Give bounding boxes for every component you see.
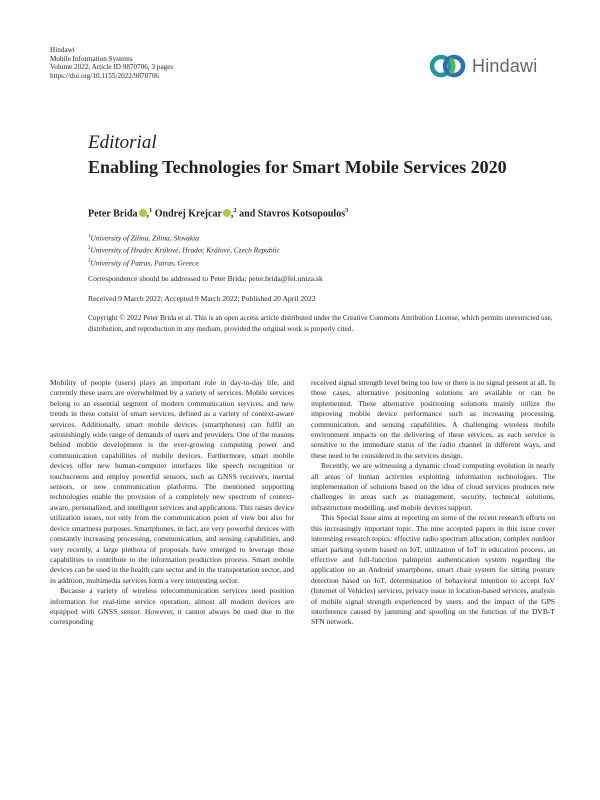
doi-link[interactable]: https://doi.org/10.1155/2022/9870706 [50,71,160,80]
orcid-icon[interactable] [223,209,231,217]
affiliation: $^1$University of Zilina, Zilina, Slovakia [88,233,199,243]
author-sup: 1 [149,207,153,214]
body-paragraph: received signal strength level being too low or there is no signal present at all. In these cases, alternative positioning solutions are available or can be implemented. These alternative positioning solutions mainly utilize the improving mobile device performance such as increasing processing, communication, and sensing capabilities. A challenging wireless mobile environment impacts on the delivering of these services, as each service is sensitive to the immediate status of the radio channel in different ways, and these need to be considered in the services design. [311,378,555,460]
affiliations [88,231,280,268]
author-sup: 2 [233,207,237,214]
article-title: Enabling Technologies for Smart Mobile Services 2020 [88,157,507,177]
hindawi-rings-icon [428,53,468,79]
journal-name: Mobile Information Systems [50,54,133,63]
article-type: Editorial [88,132,157,153]
author-list: Peter Brida ,$^1$ Ondrej Krejcar ,$^2$ and Stavros Kotsopoulos$^3$ [88,207,349,220]
affiliation: $^3$University of Patras, Patras, Greece [88,258,199,268]
authors-and: and [239,208,256,220]
author-name: Ondrej Krejcar [154,208,222,220]
author-name: Stavros Kotsopoulos [257,208,346,220]
body-column-right [311,378,555,628]
publisher-name: Hindawi [50,46,75,54]
body-paragraph: Because a variety of wireless telecommunication services need position information for real-time service operation, almost all modern devices are equipped with GNSS sensor. However, it cannot always be used due to the corresponding [50,586,294,627]
hindawi-logo [428,46,553,86]
copyright-notice: Copyright © 2022 Peter Brida et al. This is an open access article distributed under the Creative Commons Attribution License, which permits unrestricted use, distribution, and reproduction in any medium, provided the original work is properly cited. [88,313,553,333]
body-paragraph: This Special Issue aims at reporting on some of the recent research efforts on this increasingly important topic. The nine accepted papers in this issue cover interesting research topics: effective radio spectrum allocation, complex outdoor smart parking system based on IoT, utilization of IoT in education process, an effective and full-function palmprint authentication system regarding the application on an Android smartphone, smart chair system for sitting posture detection based on IoT, determination of behavioral intention to accept IoV (Internet of Vehicles) services, privacy issue in location-based services, analysis of mobile signal strength experienced by users, and the impact of the GPS interference caused by jamming and spoofing on the function of the DVB-T SFN network. [311,513,555,627]
body-paragraph: Recently, we are witnessing a dynamic cloud computing evolution in nearly all areas of human activities exploiting information technologies. The implementation of solutions based on the idea of cloud services produces new challenges in areas such as management, security, technical solutions, infrastructure modelling, and mobile devices support. [311,461,555,512]
journal-header [50,46,173,80]
author-name: Peter Brida [88,208,138,220]
body-column-left [50,378,294,628]
body-paragraph: Mobility of people (users) plays an important role in day-to-day life, and currently these users are overwhelmed by a variety of services. Mobile services belong to an essential segment of modern communication services, and new trends in these consist of smart services, defined as a variety of context-aware services. Additionally, smart mobile devices (smartphones) can fulfil an astonishingly wide range of demands of users and providers. One of the reasons behind mobile development is the ever-growing computing power and communication capabilities of mobile devices. Furthermore, smart mobile devices offer new human-computer interfaces like speech recognition or touchscreens and employ powerful sensors, such as GNSS receivers, inertial sensors, or new communication platforms. The mentioned supporting technologies enable the provision of a completely new spectrum of context-aware, personalized, and intelligent services and applications. This raises device utilization issues, not only from the communication point of view but also for device smartness purposes. Smartphones, in fact, are very powerful devices with constantly increasing processing, communication, and sensing capabilities, and very recently, a large plethora of proposals have emerged to leverage those capabilities to contribute to the information production process. Smart mobile devices can be used in the health care sector and in the transportation sector, and in addition, multimedia services form a very interesting sector. [50,378,294,585]
logo-text: Hindawi [472,55,538,76]
orcid-icon[interactable] [139,209,147,217]
volume-info: Volume 2022, Article ID 9870706, 3 pages [50,63,174,72]
publication-dates: Received 9 March 2022; Accepted 9 March 2022; Published 20 April 2022 [88,294,316,303]
correspondence: Correspondence should be addressed to Peter Brida; peter.brida@fel.uniza.sk [88,274,323,283]
affiliation: $^2$University of Hradec Králové, Hradec Králové, Czech Republic [88,245,280,255]
author-sup: 3 [345,207,349,214]
